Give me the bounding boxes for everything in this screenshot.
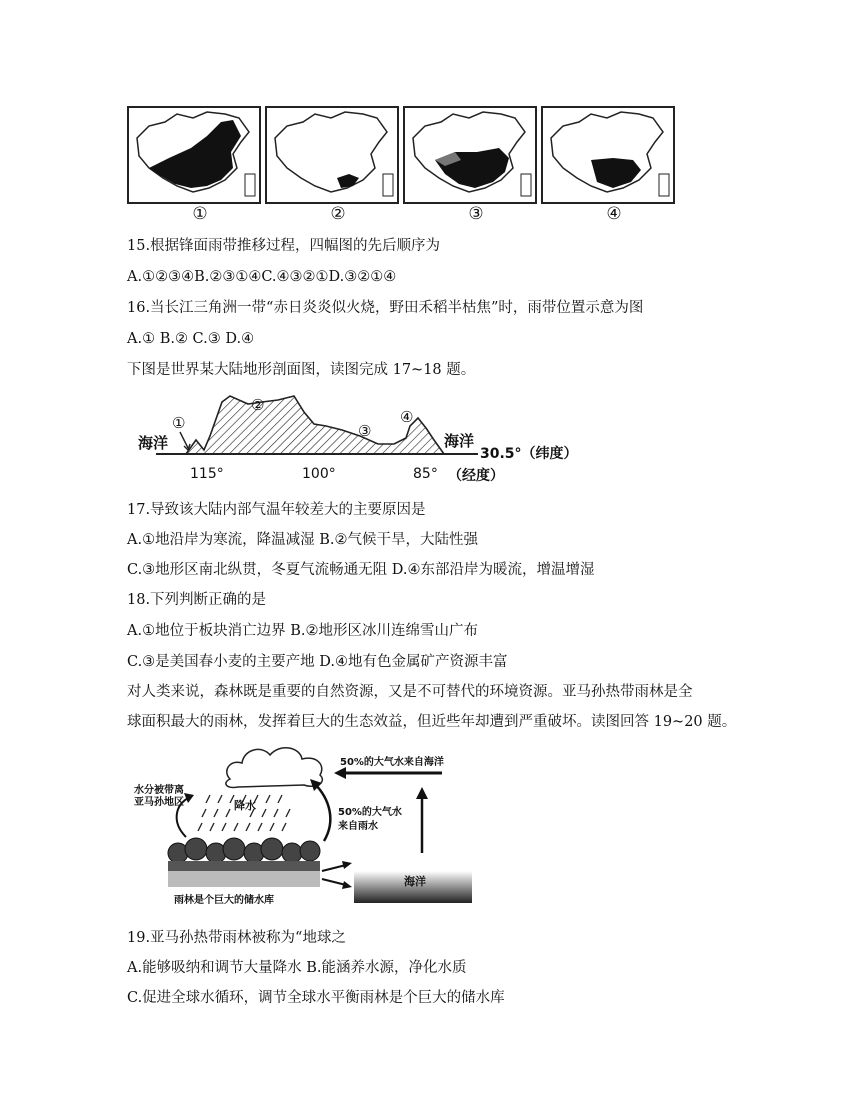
terrain-profile — [138, 392, 578, 484]
profile-point-2: ② — [251, 396, 265, 414]
latitude-label: 30.5°（纬度） — [480, 446, 578, 462]
q19-options-ab: A.能够吸纳和调节大量降水 B.能涵养水源，净化水质 — [127, 960, 467, 976]
rain-source-line1: 50%的大气水 — [338, 807, 402, 818]
q15-options: A.①②③④B.②③①④C.④③②①D.③②①④ — [127, 269, 397, 285]
q19-option-c: C.促进全球水循环，调节全球水平衡雨林是个巨大的储水库 — [127, 990, 505, 1006]
q18-options-ab: A.①地位于板块消亡边界 B.②地形区冰川连绵雪山广布 — [127, 623, 478, 639]
lon-tick-85: 85° — [413, 466, 438, 482]
q17-stem: 17.导致该大陆内部气温年较差大的主要原因是 — [127, 502, 426, 518]
reservoir-label: 雨林是个巨大的储水库 — [174, 895, 274, 906]
map-label-2: ② — [330, 204, 346, 224]
profile-point-1: ① — [172, 414, 186, 432]
q17-options-ab: A.①地沿岸为寒流，降温减湿 B.②气候干旱，大陆性强 — [127, 532, 478, 548]
ocean-source-label: 50%的大气水来自海洋 — [340, 757, 444, 768]
profile-point-3: ③ — [358, 422, 372, 440]
lon-tick-100: 100° — [302, 466, 336, 482]
leave-line2: 亚马孙地区 — [134, 797, 184, 808]
rain-belt-map-3 — [403, 106, 537, 204]
map-label-1: ① — [192, 204, 208, 224]
ocean-label: 海洋 — [404, 875, 426, 888]
lon-tick-115: 115° — [190, 466, 224, 482]
water-cycle-diagram — [134, 741, 474, 911]
q19-stem: 19.亚马孙热带雨林被称为“地球之 — [127, 930, 346, 946]
rain-belt-map-2 — [265, 106, 399, 204]
map-label-3: ③ — [468, 204, 484, 224]
q17-options-cd: C.③地形区南北纵贯，冬夏气流畅通无阻 D.④东部沿岸为暖流，增温增湿 — [127, 562, 595, 578]
rain-label: 降水 — [234, 799, 256, 812]
rain-belt-maps — [127, 106, 672, 202]
profile-point-4: ④ — [400, 408, 414, 426]
intro-19-20-line2: 球面积最大的雨林，发挥着巨大的生态效益，但近些年却遭到严重破坏。读图回答 19~20 题。 — [127, 714, 737, 730]
q18-stem: 18.下列判断正确的是 — [127, 592, 267, 608]
sea-right-label: 海洋 — [444, 432, 475, 450]
sea-left-label: 海洋 — [138, 434, 169, 452]
rain-belt-map-4 — [541, 106, 675, 204]
q16-options: A.① B.② C.③ D.④ — [127, 331, 255, 347]
leave-line1: 水分被带离 — [134, 785, 184, 796]
q15-stem: 15.根据锋面雨带推移过程，四幅图的先后顺序为 — [127, 238, 441, 254]
q18-options-cd: C.③是美国春小麦的主要产地 D.④地有色金属矿产资源丰富 — [127, 654, 508, 670]
longitude-axis-label: （经度） — [448, 468, 504, 484]
intro-17-18: 下图是世界某大陆地形剖面图，读图完成 17~18 题。 — [127, 362, 476, 378]
rain-belt-map-1 — [127, 106, 261, 204]
q16-stem: 16.当长江三角洲一带“赤日炎炎似火烧，野田禾稻半枯焦”时，雨带位置示意为图 — [127, 300, 644, 316]
rain-source-line2: 来自雨水 — [338, 821, 378, 832]
intro-19-20-line1: 对人类来说，森林既是重要的自然资源，又是不可替代的环境资源。亚马孙热带雨林是全 — [127, 684, 693, 700]
map-label-4: ④ — [606, 204, 622, 224]
